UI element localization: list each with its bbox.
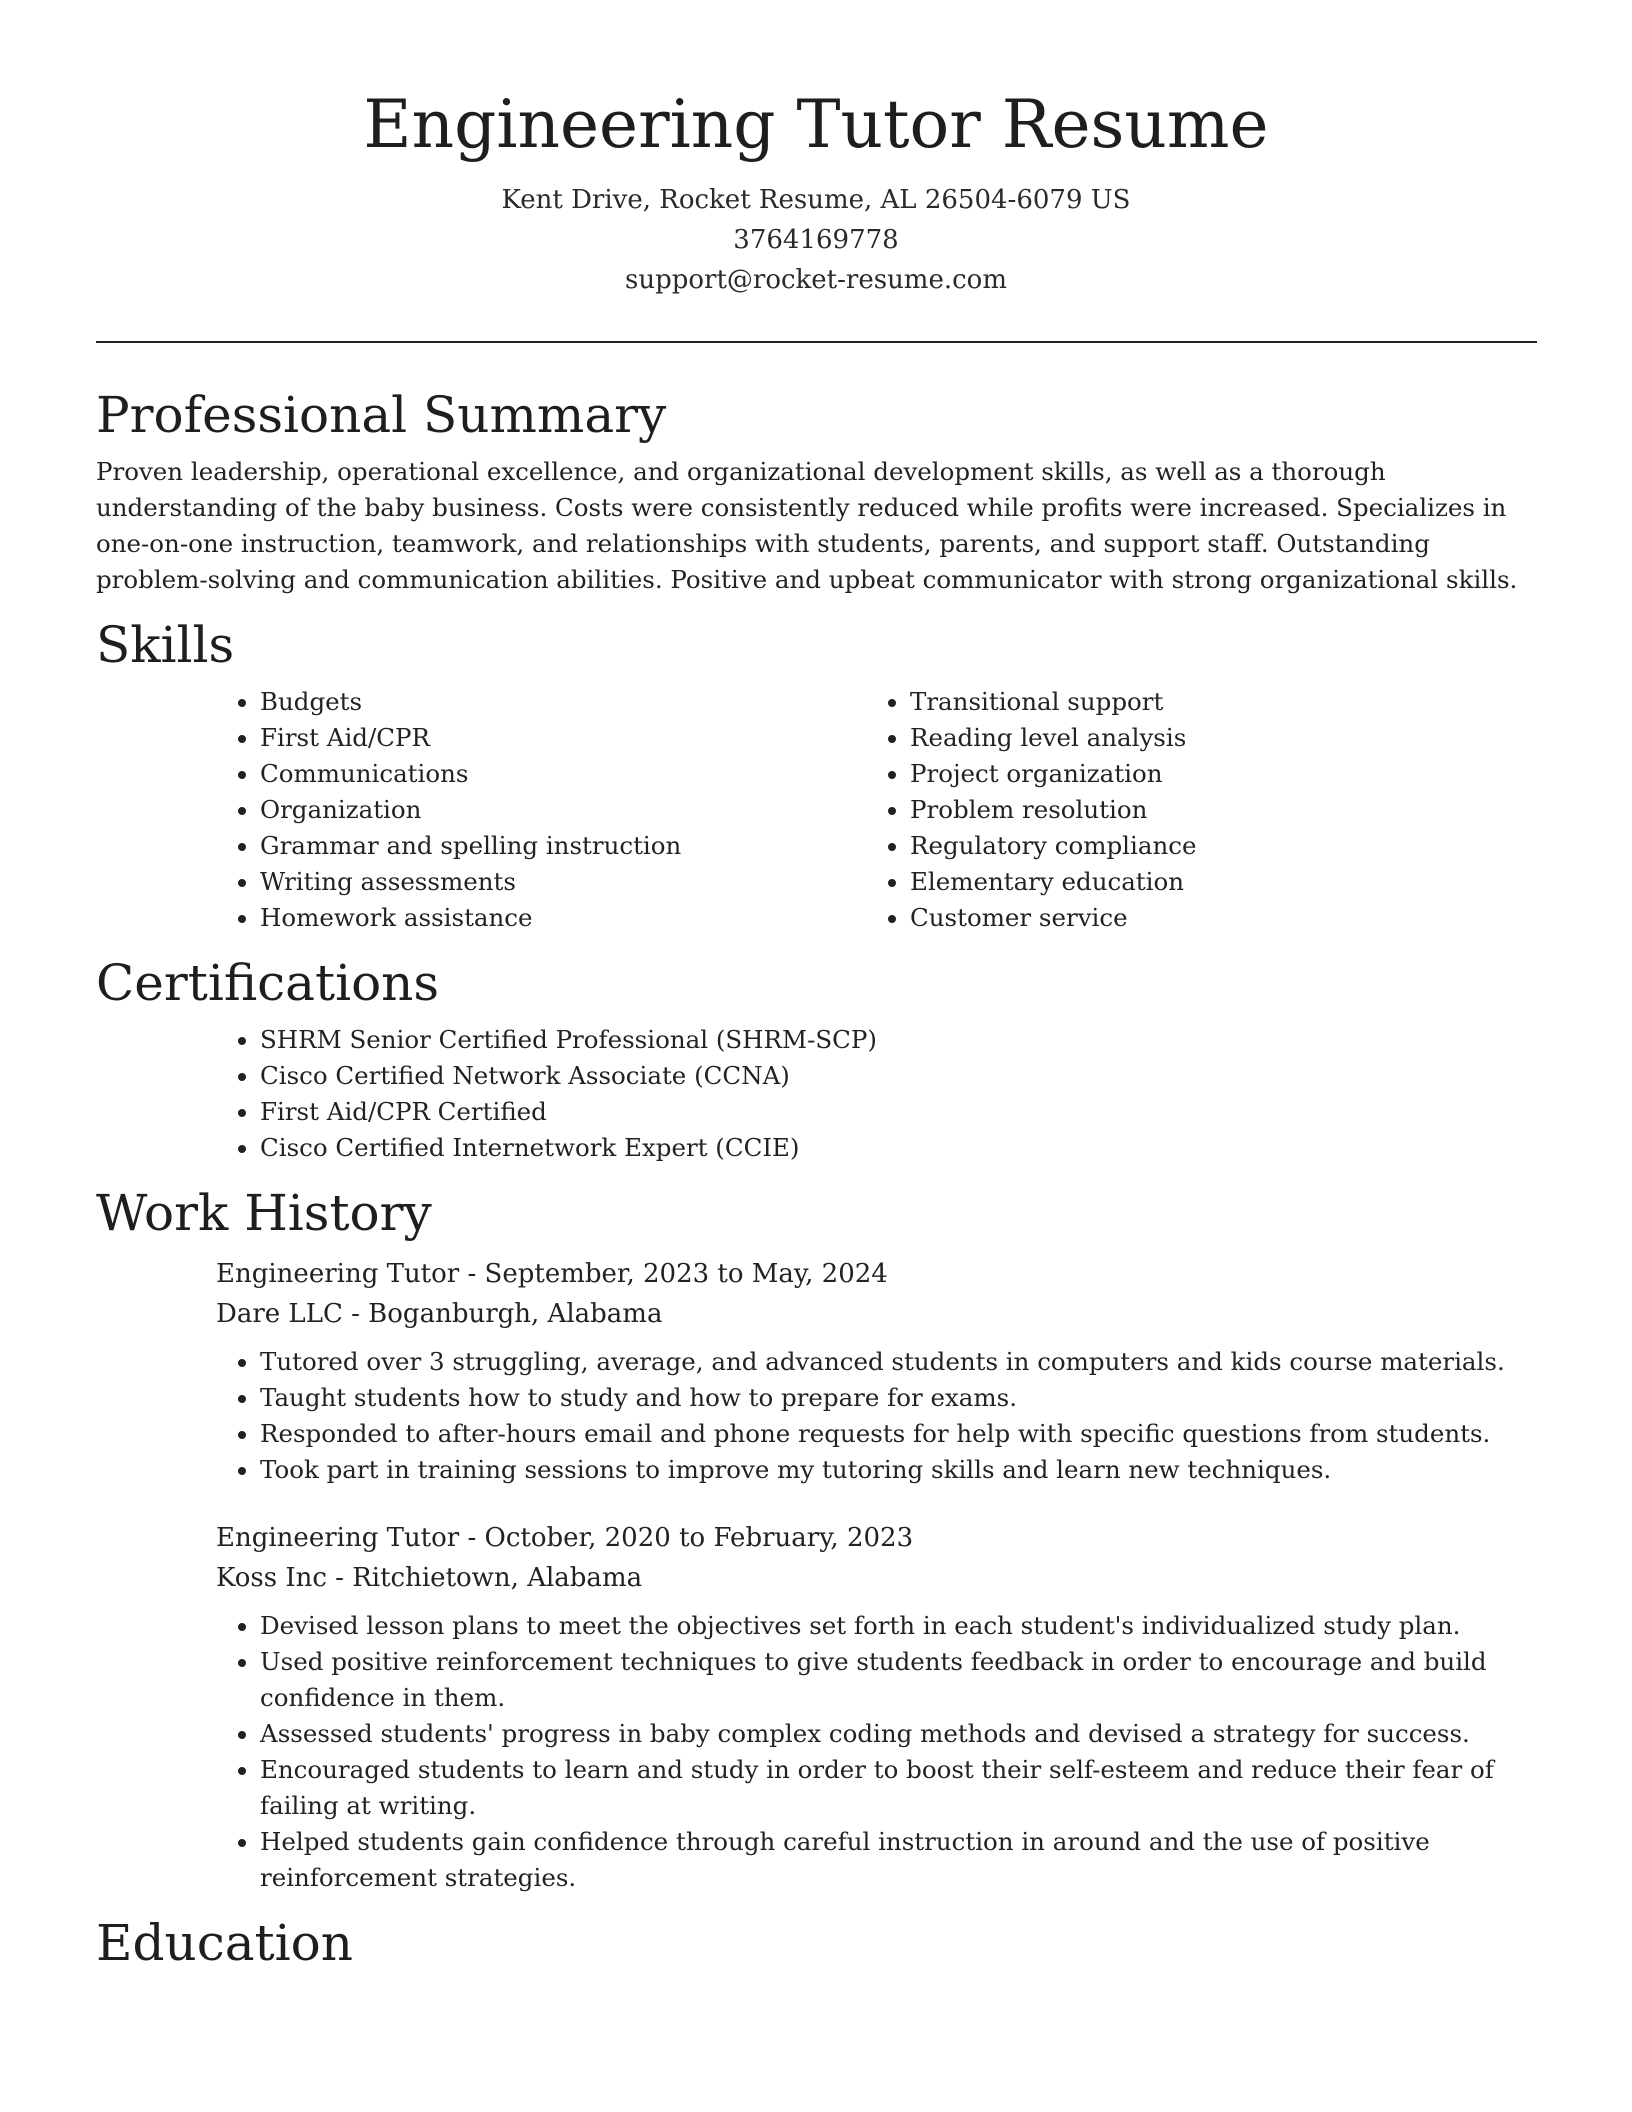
skills-column-left [216, 684, 866, 936]
page-title: Engineering Tutor Resume [363, 86, 1269, 163]
summary-text: Proven leadership, operational excellence, and organizational development skills, as well as a thorough understanding of the baby business. Costs were consistently reduced while profits were increased. Specializes in one-on-one instruction, teamwork, and relationships with students, parents, and support staff. Outstanding problem-solving and communication abilities. Positive and upbeat communicator with strong organizational skills. [96, 457, 1518, 594]
skill-item: • Homework assistance [260, 900, 866, 936]
summary-section [96, 380, 1537, 598]
job-bullet: • Encouraged students to learn and study in order to boost their self-esteem and reduce their fear of failing at writing. [260, 1752, 1537, 1824]
education-heading: Education [96, 1914, 353, 1972]
skill-item: • First Aid/CPR [260, 720, 866, 756]
job-company-line: Dare LLC - Boganburgh, Alabama [216, 1299, 663, 1329]
skills-grid [216, 684, 1537, 936]
job-bullet: • Used positive reinforcement techniques to give students feedback in order to encourage and build confidence in them. [260, 1644, 1537, 1716]
skill-item: • Reading level analysis [910, 720, 1516, 756]
resume-header [0, 80, 1632, 300]
skill-item: • Regulatory compliance [910, 828, 1516, 864]
work-history-heading: Work History [96, 1184, 432, 1242]
skill-item: • Communications [260, 756, 866, 792]
certifications-section [96, 948, 1537, 1166]
skill-item: • Budgets [260, 684, 866, 720]
job-title-line: Engineering Tutor - September, 2023 to May, 2024 [216, 1259, 888, 1289]
certifications-list [216, 1022, 1537, 1166]
certification-item: • Cisco Certified Network Associate (CCNA) [260, 1058, 1537, 1094]
skill-item: • Grammar and spelling instruction [260, 828, 866, 864]
skills-heading: Skills [96, 616, 235, 674]
certification-item: • First Aid/CPR Certified [260, 1094, 1537, 1130]
job-bullet: • Responded to after-hours email and phone requests for help with specific questions from students. [260, 1416, 1537, 1452]
job-bullets [216, 1608, 1537, 1896]
certifications-heading: Certifications [96, 954, 440, 1012]
skill-item: • Customer service [910, 900, 1516, 936]
job-bullet: • Assessed students' progress in baby complex coding methods and devised a strategy for success. [260, 1716, 1537, 1752]
skill-item: • Writing assessments [260, 864, 866, 900]
certification-item: • SHRM Senior Certified Professional (SHRM-SCP) [260, 1022, 1537, 1058]
job-company-line: Koss Inc - Ritchietown, Alabama [216, 1563, 643, 1593]
work-history-section [96, 1178, 1537, 1896]
header-divider [96, 341, 1537, 343]
job-entry [216, 1518, 1537, 1896]
skills-column-right [866, 684, 1516, 936]
resume-content [96, 380, 1537, 1978]
certification-item: • Cisco Certified Internetwork Expert (CCIE) [260, 1130, 1537, 1166]
skill-item: • Elementary education [910, 864, 1516, 900]
job-bullet: • Taught students how to study and how to prepare for exams. [260, 1380, 1537, 1416]
contact-address: Kent Drive, Rocket Resume, AL 26504-6079 US [501, 185, 1131, 215]
job-bullet: • Devised lesson plans to meet the objectives set forth in each student's individualized study plan. [260, 1608, 1537, 1644]
job-bullet: • Tutored over 3 struggling, average, and advanced students in computers and kids course materials. [260, 1344, 1537, 1380]
contact-email: support@rocket-resume.com [624, 265, 1007, 295]
skill-item: • Project organization [910, 756, 1516, 792]
education-section [96, 1908, 1537, 1978]
job-entry [216, 1254, 1537, 1488]
job-title-line: Engineering Tutor - October, 2020 to February, 2023 [216, 1523, 914, 1553]
skill-item: • Transitional support [910, 684, 1516, 720]
job-bullet: • Helped students gain confidence through careful instruction in around and the use of positive reinforcement strategies. [260, 1824, 1537, 1896]
contact-phone: 3764169778 [733, 225, 899, 255]
job-bullets [216, 1344, 1537, 1488]
job-bullet: • Took part in training sessions to improve my tutoring skills and learn new techniques. [260, 1452, 1537, 1488]
skill-item: • Problem resolution [910, 792, 1516, 828]
skill-item: • Organization [260, 792, 866, 828]
skills-section [96, 610, 1537, 936]
summary-heading: Professional Summary [96, 386, 667, 444]
